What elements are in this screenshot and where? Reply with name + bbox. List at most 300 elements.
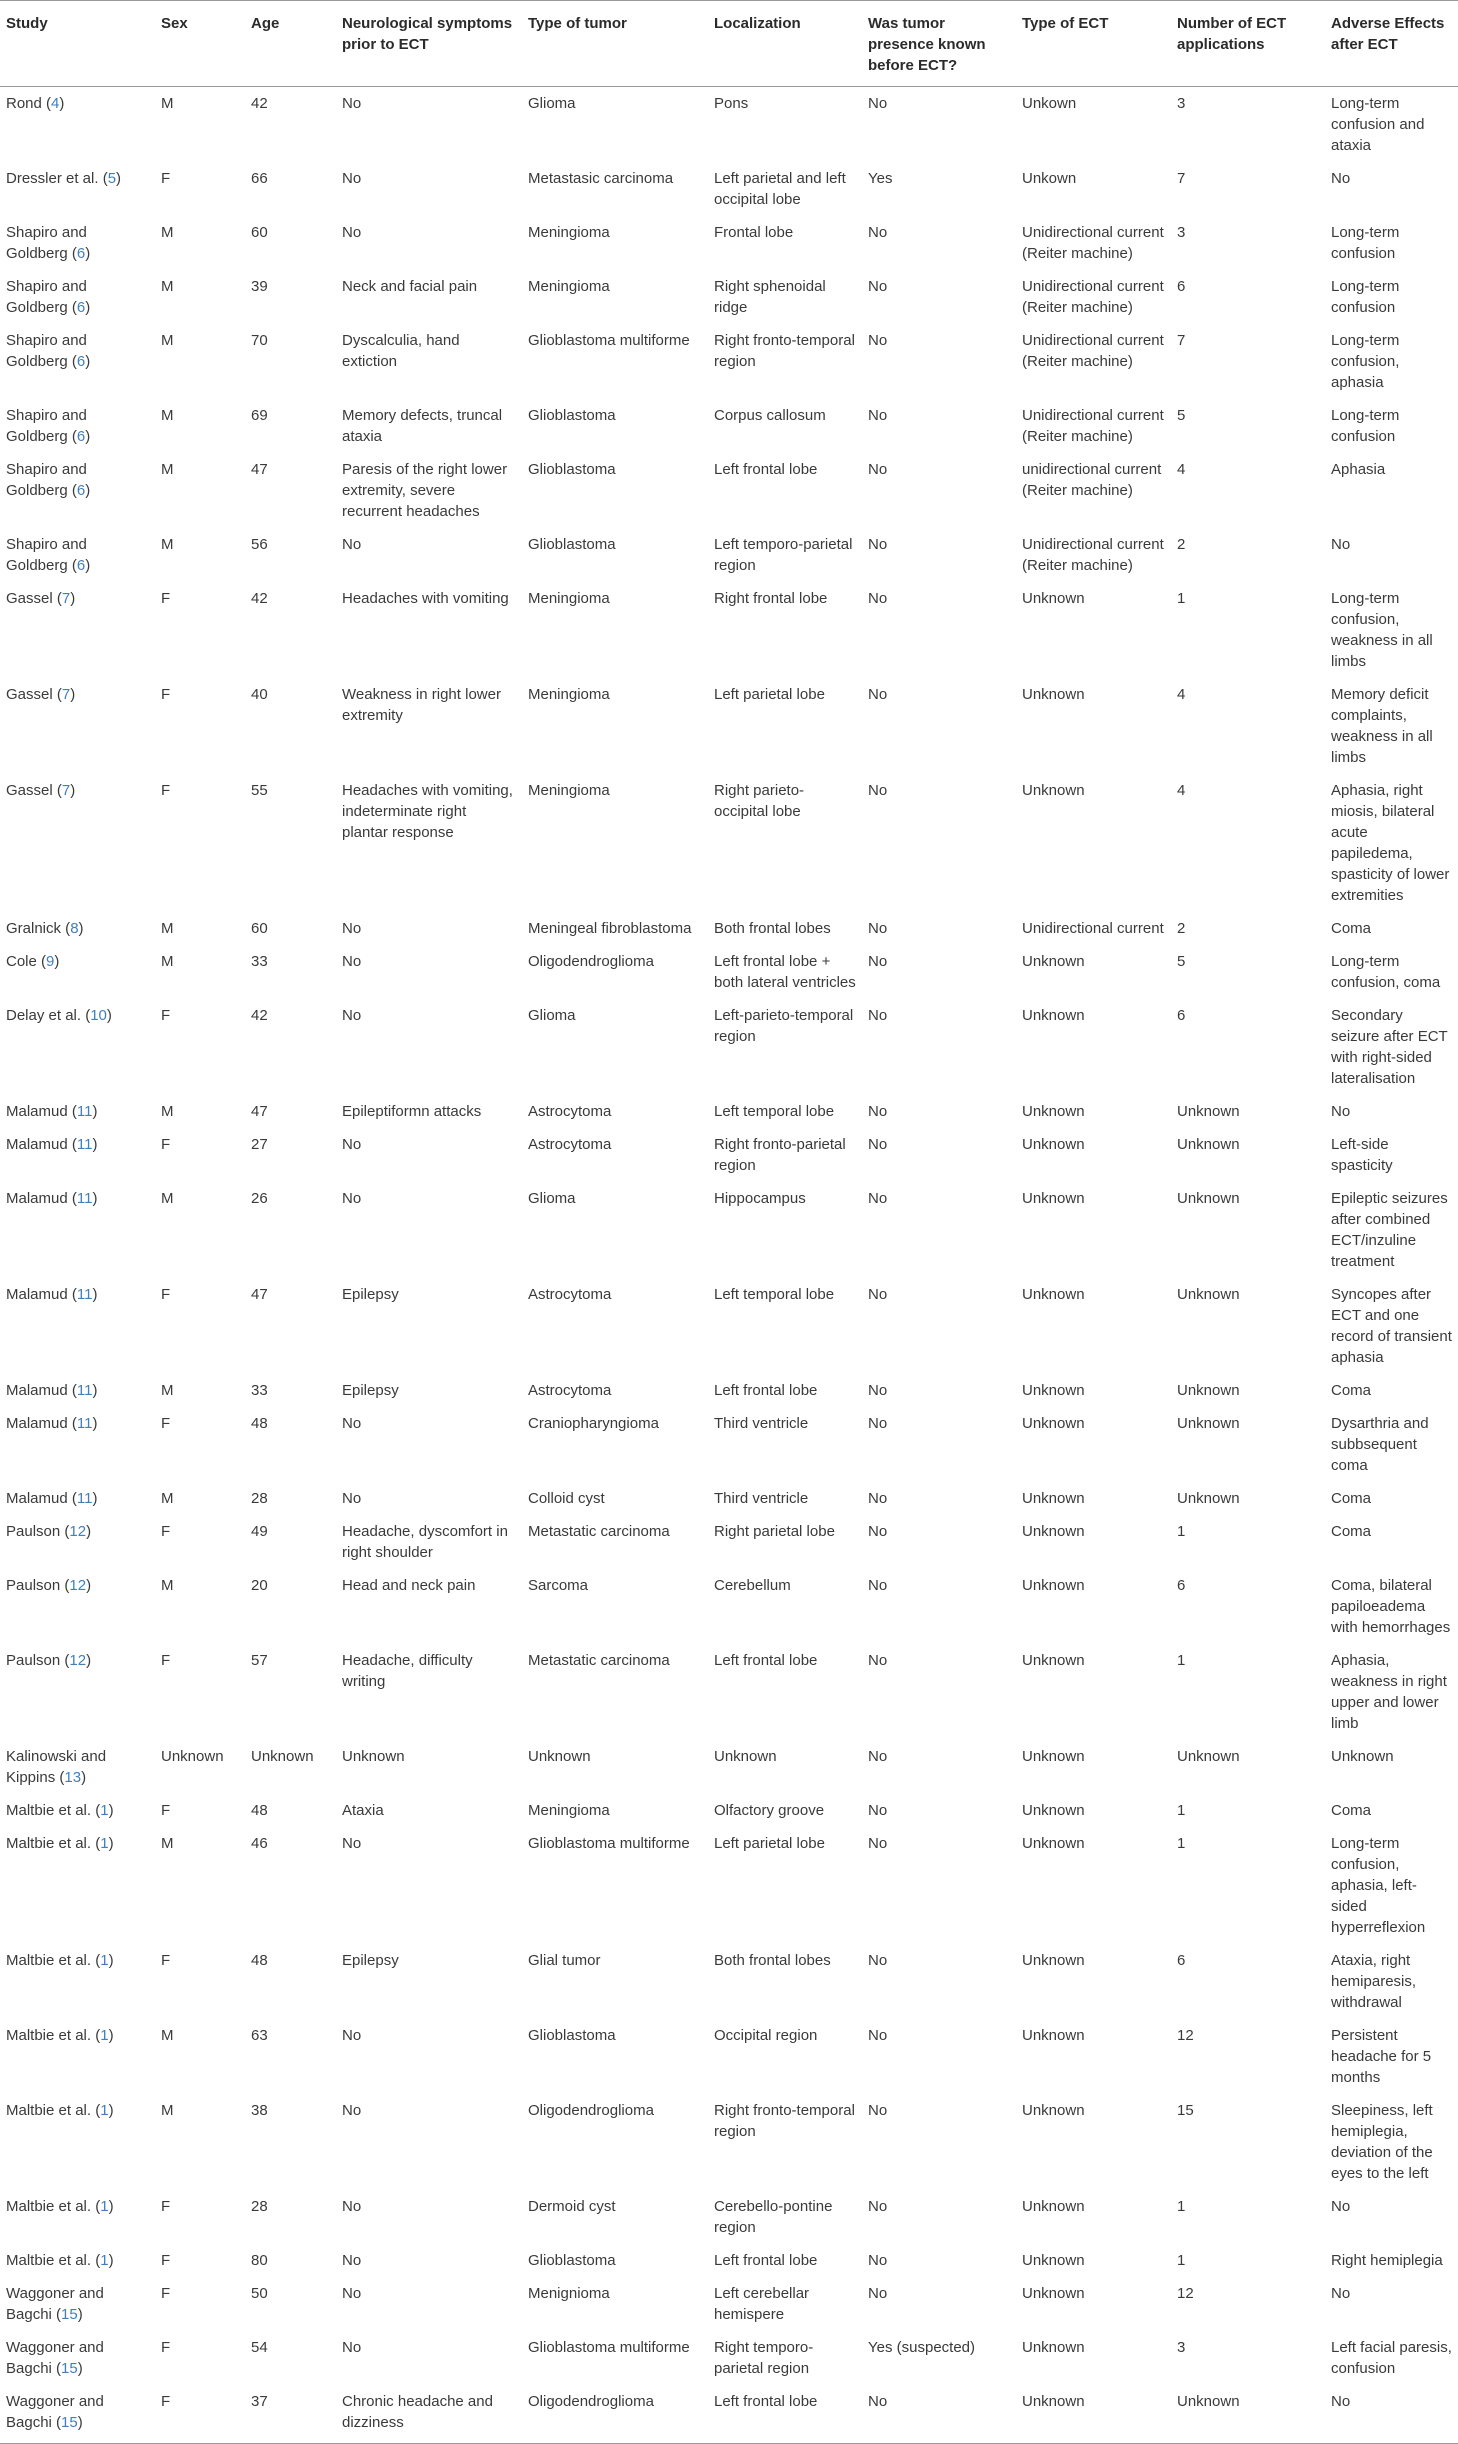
cell-sex: F — [161, 2285, 171, 2302]
study-name: Maltbie et al. — [6, 2198, 92, 2215]
cell-age: 80 — [251, 2252, 268, 2269]
study-name: Shapiro and Goldberg — [6, 224, 87, 262]
cell-study: Waggoner and Bagchi (15) — [6, 2285, 104, 2323]
cell-study: Shapiro and Goldberg (6) — [6, 332, 91, 370]
cell-tumor-known: No — [868, 1523, 888, 1540]
reference-link[interactable]: 1 — [100, 2252, 109, 2269]
study-name: Shapiro and Goldberg — [6, 332, 87, 370]
cell-sex: M — [161, 1577, 174, 1594]
cell-ect-type: Unidirectional current (Reiter machine) — [1022, 536, 1164, 574]
cell-study: Dressler et al. (5) — [6, 170, 122, 187]
cell-ect-type: Unknown — [1022, 1652, 1085, 1669]
cell-tumor-type: Meningioma — [528, 686, 610, 703]
table-row — [0, 1794, 1458, 1827]
reference-link[interactable]: 1 — [100, 1952, 109, 1969]
cell-tumor-known: No — [868, 95, 888, 112]
cell-study: Paulson (12) — [6, 1577, 92, 1594]
table-row — [0, 453, 1458, 528]
cell-tumor-known: No — [868, 590, 888, 607]
reference-link[interactable]: 6 — [76, 428, 86, 445]
cell-adverse-effects: No — [1331, 536, 1351, 553]
cell-study: Maltbie et al. (1) — [6, 2102, 114, 2119]
cell-tumor-type: Glioblastoma — [528, 2252, 616, 2269]
cell-ect-applications: 7 — [1177, 170, 1186, 187]
reference-link[interactable]: 11 — [76, 1382, 93, 1399]
cell-localization: Left-parieto-temporal region — [714, 1007, 854, 1045]
study-name: Kalinowski and Kippins — [6, 1748, 107, 1786]
study-name: Maltbie et al. — [6, 2102, 92, 2119]
reference-link[interactable]: 15 — [61, 2360, 78, 2377]
reference-link[interactable]: 9 — [46, 953, 55, 970]
cell-localization: Left frontal lobe — [708, 2385, 862, 2444]
study-name: Maltbie et al. — [6, 1952, 92, 1969]
cell-localization: Right frontal lobe — [714, 590, 828, 607]
cell-study: Gassel (7) — [6, 590, 76, 607]
cell-age: 63 — [251, 2027, 268, 2044]
cell-ect-type: Unidirectional current — [1022, 920, 1164, 937]
cell-adverse-effects: Long-term confusion, coma — [1331, 953, 1441, 991]
reference-link[interactable]: 11 — [76, 1103, 93, 1120]
cell-localization: Olfactory groove — [714, 1802, 825, 1819]
cell-tumor-type: Meningioma — [528, 1802, 610, 1819]
cell-symptoms: No — [342, 2339, 362, 2356]
study-name: Gassel — [6, 686, 53, 703]
cell-age: 40 — [251, 686, 268, 703]
cell-tumor-known: No — [868, 2252, 888, 2269]
cell-age: 27 — [251, 1136, 268, 1153]
cell-study: Malamud (11) — [6, 1490, 98, 1507]
cell-ect-applications: 1 — [1177, 2198, 1186, 2215]
cell-tumor-known: No — [868, 1136, 888, 1153]
cell-tumor-type: Sarcoma — [528, 1577, 589, 1594]
cell-adverse-effects: No — [1325, 2385, 1458, 2444]
cell-sex: M — [161, 1835, 174, 1852]
cell-sex: F — [161, 1523, 171, 1540]
header-age: Age — [245, 1, 336, 87]
cell-ect-applications: 4 — [1177, 686, 1186, 703]
cell-study: Malamud (11) — [6, 1382, 98, 1399]
cell-age: 47 — [251, 461, 268, 478]
cell-adverse-effects: Coma — [1331, 1802, 1372, 1819]
cell-adverse-effects: Long-term confusion, aphasia — [1331, 332, 1400, 391]
cell-sex: M — [161, 536, 174, 553]
reference-link[interactable]: 15 — [61, 2306, 78, 2323]
cell-age: 20 — [251, 1577, 268, 1594]
cell-age: 56 — [251, 536, 268, 553]
cell-symptoms: No — [342, 170, 362, 187]
cell-symptoms: No — [342, 2252, 362, 2269]
reference-link[interactable]: 12 — [69, 1577, 87, 1594]
cell-localization: Cerebello-pontine region — [714, 2198, 833, 2236]
reference-link[interactable]: 6 — [76, 299, 86, 316]
cell-age: 69 — [251, 407, 268, 424]
cell-localization: Left frontal lobe + both lateral ventricles — [714, 953, 856, 991]
cell-symptoms: Epilepsy — [342, 1952, 399, 1969]
cell-symptoms: Weakness in right lower extremity — [342, 686, 501, 724]
table-row — [0, 2019, 1458, 2094]
cell-study: Shapiro and Goldberg (6) — [6, 536, 91, 574]
cell-adverse-effects: Persistent headache for 5 months — [1331, 2027, 1432, 2086]
cell-adverse-effects: Ataxia, right hemiparesis, withdrawal — [1331, 1952, 1417, 2011]
cell-localization: Left parietal and left occipital lobe — [714, 170, 846, 208]
table-row — [0, 1740, 1458, 1794]
header-ect-type: Type of ECT — [1016, 1, 1171, 87]
cell-ect-type: Unknown — [1016, 2385, 1171, 2444]
cell-sex: F — [161, 686, 171, 703]
table-row — [0, 1278, 1458, 1374]
cell-symptoms: No — [342, 1136, 362, 1153]
cell-study: Maltbie et al. (1) — [6, 2252, 114, 2269]
cell-symptoms: No — [342, 1190, 362, 1207]
cell-ect-type: Unknown — [1022, 1748, 1085, 1765]
cell-tumor-known: No — [868, 2102, 888, 2119]
reference-link[interactable]: 8 — [70, 920, 79, 937]
reference-link[interactable]: 4 — [51, 95, 60, 112]
cell-study: Malamud (11) — [6, 1190, 98, 1207]
cell-tumor-known: No — [868, 1103, 888, 1120]
cell-ect-applications: 1 — [1177, 590, 1186, 607]
cell-study: Rond (4) — [6, 95, 65, 112]
cell-tumor-type: Oligodendroglioma — [528, 953, 654, 970]
cell-ect-type: Unknown — [1022, 1007, 1085, 1024]
cell-study: Shapiro and Goldberg (6) — [6, 407, 91, 445]
cell-study: Malamud (11) — [6, 1103, 98, 1120]
reference-link[interactable]: 11 — [76, 1190, 93, 1207]
cell-sex: F — [161, 1415, 171, 1432]
table-row — [0, 945, 1458, 999]
cell-symptoms: Chronic headache and dizziness — [336, 2385, 522, 2444]
cell-tumor-type: Menignioma — [528, 2285, 610, 2302]
cell-tumor-type: Glioma — [528, 95, 576, 112]
cell-age: 46 — [251, 1835, 268, 1852]
cell-adverse-effects: Left-side spasticity — [1331, 1136, 1393, 1174]
cell-localization: Third ventricle — [714, 1490, 809, 1507]
cell-localization: Both frontal lobes — [714, 920, 831, 937]
cell-symptoms: Dyscalculia, hand extiction — [342, 332, 460, 370]
cell-adverse-effects: Long-term confusion, weakness in all limbs — [1331, 590, 1433, 670]
study-name: Waggoner and Bagchi — [6, 2285, 104, 2323]
cell-age: 50 — [251, 2285, 268, 2302]
cell-tumor-type: Metastatic carcinoma — [528, 1523, 670, 1540]
header-tumor-type: Type of tumor — [522, 1, 708, 87]
reference-link[interactable]: 7 — [61, 686, 71, 703]
cell-age: 48 — [251, 1802, 268, 1819]
cell-adverse-effects: No — [1331, 2198, 1351, 2215]
table-row — [0, 2331, 1458, 2385]
cell-study: Delay et al. (10) — [6, 1007, 112, 1024]
cell-sex: F — [161, 170, 171, 187]
cell-sex: M — [161, 1190, 174, 1207]
study-name: Malamud — [6, 1190, 68, 1207]
cell-tumor-known: No — [868, 536, 888, 553]
cell-ect-type: Unknown — [1022, 1952, 1085, 1969]
cell-symptoms: Ataxia — [342, 1802, 384, 1819]
cell-ect-applications: 12 — [1177, 2027, 1194, 2044]
cell-ect-type: Unidirectional current (Reiter machine) — [1022, 224, 1164, 262]
cell-ect-applications: 6 — [1177, 278, 1186, 295]
cell-tumor-known: No — [868, 224, 888, 241]
cell-sex: M — [161, 2027, 174, 2044]
cell-adverse-effects: Coma — [1331, 920, 1372, 937]
table-row — [0, 270, 1458, 324]
cell-ect-applications: Unknown — [1177, 1748, 1240, 1765]
table-row — [0, 1827, 1458, 1944]
cell-age: 33 — [251, 953, 268, 970]
study-name: Gassel — [6, 782, 53, 799]
cell-ect-type: Unknown — [1022, 1523, 1085, 1540]
table-row — [0, 2244, 1458, 2277]
cell-adverse-effects: Aphasia, weakness in right upper and lower limb — [1331, 1652, 1447, 1732]
cell-ect-type: Unknown — [1022, 2339, 1085, 2356]
cell-age: 60 — [251, 920, 268, 937]
cell-sex: M — [161, 1103, 174, 1120]
cell-adverse-effects: Long-term confusion — [1331, 224, 1400, 262]
cell-sex: F — [161, 1802, 171, 1819]
table-header — [0, 1, 1458, 87]
cell-ect-applications: 4 — [1177, 461, 1186, 478]
reference-link[interactable]: 11 — [76, 1490, 93, 1507]
cell-age: 48 — [251, 1952, 268, 1969]
cell-tumor-type: Meningioma — [528, 782, 610, 799]
cell-sex: F — [161, 1136, 171, 1153]
table-row — [0, 2190, 1458, 2244]
cell-tumor-known: No — [868, 461, 888, 478]
cell-localization: Left frontal lobe — [714, 1652, 818, 1669]
reference-link[interactable]: 10 — [90, 1007, 107, 1024]
study-name: Shapiro and Goldberg — [6, 461, 87, 499]
reference-link[interactable]: 11 — [76, 1286, 93, 1303]
cell-study: Maltbie et al. (1) — [6, 2198, 114, 2215]
cell-adverse-effects: Aphasia, right miosis, bilateral acute papiledema, spasticity of lower extremities — [1331, 782, 1450, 904]
reference-link[interactable]: 1 — [100, 2102, 109, 2119]
reference-link[interactable]: 12 — [69, 1523, 87, 1540]
reference-link[interactable]: 6 — [76, 482, 86, 499]
cell-localization: Left temporal lobe — [714, 1103, 835, 1120]
cell-tumor-known: No — [868, 1382, 888, 1399]
cell-adverse-effects: Right hemiplegia — [1331, 2252, 1443, 2269]
cell-tumor-type: Glioblastoma multiforme — [528, 2339, 690, 2356]
reference-link[interactable]: 6 — [76, 245, 86, 262]
reference-link[interactable]: 7 — [61, 782, 71, 799]
cell-tumor-type: Unknown — [528, 1748, 591, 1765]
study-name: Gassel — [6, 590, 53, 607]
cell-sex: F — [161, 1286, 171, 1303]
cell-study: Gassel (7) — [6, 686, 76, 703]
cell-tumor-known: No — [868, 1286, 888, 1303]
cell-tumor-known: No — [868, 1652, 888, 1669]
table-row — [0, 912, 1458, 945]
reference-link[interactable]: 6 — [76, 353, 86, 370]
header-row — [0, 1, 1458, 87]
cell-ect-applications: Unknown — [1177, 1415, 1240, 1432]
reference-link[interactable]: 12 — [69, 1652, 87, 1669]
table-row — [0, 1407, 1458, 1482]
cell-ect-applications: Unknown — [1177, 1136, 1240, 1153]
reference-link[interactable]: 1 — [100, 1835, 109, 1852]
cell-symptoms: No — [342, 95, 362, 112]
cell-symptoms: Memory defects, truncal ataxia — [342, 407, 503, 445]
cell-localization: Right temporo-parietal region — [714, 2339, 814, 2377]
cell-ect-type: Unknown — [1022, 1415, 1085, 1432]
cell-symptoms: No — [342, 953, 362, 970]
table-row — [0, 1482, 1458, 1515]
cell-ect-applications: 3 — [1177, 95, 1186, 112]
header-tumor-known: Was tumor presence known before ECT? — [862, 1, 1016, 87]
cell-sex: Unknown — [161, 1748, 224, 1765]
cell-symptoms: No — [342, 2027, 362, 2044]
cell-study: Gassel (7) — [6, 782, 76, 799]
table-row — [0, 1944, 1458, 2019]
cell-tumor-type: Astrocytoma — [528, 1136, 612, 1153]
cell-symptoms: Headaches with vomiting — [342, 590, 509, 607]
study-name: Malamud — [6, 1286, 68, 1303]
cell-age: 42 — [251, 95, 268, 112]
cell-sex: M — [161, 1382, 174, 1399]
cell-localization: Occipital region — [714, 2027, 818, 2044]
cell-ect-type: Unknown — [1022, 1577, 1085, 1594]
table-row — [0, 216, 1458, 270]
table-row — [0, 2277, 1458, 2331]
cell-adverse-effects: Aphasia — [1331, 461, 1386, 478]
reference-link[interactable]: 1 — [100, 1802, 109, 1819]
cell-adverse-effects: Long-term confusion and ataxia — [1331, 95, 1425, 154]
cell-sex: M — [161, 1490, 174, 1507]
cell-study: Paulson (12) — [6, 1523, 92, 1540]
cell-localization: Third ventricle — [714, 1415, 809, 1432]
cell-sex: F — [161, 1007, 171, 1024]
reference-link[interactable]: 15 — [61, 2414, 78, 2431]
cell-adverse-effects: Epileptic seizures after combined ECT/inzuline treatment — [1331, 1190, 1448, 1270]
reference-link[interactable]: 5 — [107, 170, 117, 187]
cell-age: 39 — [251, 278, 268, 295]
cell-tumor-type: Astrocytoma — [528, 1286, 612, 1303]
cell-tumor-known: No — [868, 1748, 888, 1765]
cell-tumor-known: No — [868, 2027, 888, 2044]
reference-link[interactable]: 13 — [64, 1769, 82, 1786]
cell-symptoms: No — [342, 224, 362, 241]
cell-age: 47 — [251, 1103, 268, 1120]
cell-tumor-type: Dermoid cyst — [528, 2198, 616, 2215]
cell-ect-type: Unknown — [1022, 2198, 1085, 2215]
study-name: Maltbie et al. — [6, 2252, 92, 2269]
cell-adverse-effects: Memory deficit complaints, weakness in all limbs — [1331, 686, 1433, 766]
cell-symptoms: Head and neck pain — [342, 1577, 476, 1594]
cell-ect-applications: Unknown — [1177, 1382, 1240, 1399]
cell-localization: Pons — [714, 95, 749, 112]
cell-adverse-effects: Long-term confusion, aphasia, left-sided hyperreflexion — [1331, 1835, 1426, 1936]
cell-ect-applications: Unknown — [1177, 1490, 1240, 1507]
cell-tumor-known: No — [868, 686, 888, 703]
cell-adverse-effects: Secondary seizure after ECT with right-sided lateralisation — [1331, 1007, 1448, 1087]
cell-symptoms: No — [342, 2198, 362, 2215]
cell-study: Shapiro and Goldberg (6) — [6, 278, 91, 316]
cell-tumor-type: Craniopharyngioma — [528, 1415, 659, 1432]
cell-adverse-effects: Long-term confusion — [1331, 407, 1400, 445]
reference-link[interactable]: 1 — [100, 2027, 109, 2044]
cell-study: Maltbie et al. (1) — [6, 1835, 114, 1852]
cell-ect-applications: 7 — [1177, 332, 1186, 349]
cell-tumor-known: No — [868, 1835, 888, 1852]
cell-tumor-type: Astrocytoma — [528, 1382, 612, 1399]
cell-ect-type: Unidirectional current (Reiter machine) — [1022, 407, 1164, 445]
cell-localization: Hippocampus — [714, 1190, 806, 1207]
study-name: Maltbie et al. — [6, 1835, 92, 1852]
study-name: Waggoner and Bagchi — [6, 2393, 104, 2431]
cell-sex: M — [161, 920, 174, 937]
cell-sex: F — [161, 782, 171, 799]
cell-tumor-known: Yes (suspected) — [868, 2339, 976, 2356]
table-row — [0, 528, 1458, 582]
cell-ect-type: Unknown — [1022, 1103, 1085, 1120]
reference-link[interactable]: 11 — [76, 1415, 93, 1432]
cell-tumor-type: Oligodendroglioma — [522, 2385, 708, 2444]
cell-ect-applications: 1 — [1177, 1652, 1186, 1669]
reference-link[interactable]: 6 — [76, 557, 86, 574]
cell-symptoms: Headache, dyscomfort in right shoulder — [342, 1523, 508, 1561]
cell-tumor-type: Meningeal fibroblastoma — [528, 920, 692, 937]
cell-ect-type: Unknown — [1022, 590, 1085, 607]
cell-tumor-type: Glioblastoma — [528, 407, 616, 424]
cell-symptoms: Neck and facial pain — [342, 278, 478, 295]
cell-study: Malamud (11) — [6, 1136, 98, 1153]
header-ect-applications: Number of ECT applications — [1171, 1, 1325, 87]
study-name: Maltbie et al. — [6, 2027, 92, 2044]
cell-sex: M — [161, 95, 174, 112]
cell-study: Maltbie et al. (1) — [6, 1802, 114, 1819]
cell-ect-type: Unknown — [1022, 1382, 1085, 1399]
cell-symptoms: No — [342, 1415, 362, 1432]
cell-adverse-effects: Coma — [1331, 1490, 1372, 1507]
cell-adverse-effects: Coma — [1331, 1382, 1372, 1399]
study-name: Rond — [6, 95, 42, 112]
study-name: Paulson — [6, 1523, 61, 1540]
cell-localization: Right fronto-parietal region — [714, 1136, 846, 1174]
study-name: Delay et al. — [6, 1007, 82, 1024]
cell-adverse-effects: Coma — [1331, 1523, 1372, 1540]
reference-link[interactable]: 1 — [100, 2198, 109, 2215]
cell-age: 26 — [251, 1190, 268, 1207]
study-name: Waggoner and Bagchi — [6, 2339, 104, 2377]
cell-ect-type: Unknown — [1022, 953, 1085, 970]
cell-sex: F — [161, 2339, 171, 2356]
cell-symptoms: Epilepsy — [342, 1286, 399, 1303]
reference-link[interactable]: 11 — [76, 1136, 93, 1153]
cell-age: 33 — [251, 1382, 268, 1399]
cell-tumor-known: No — [868, 1802, 888, 1819]
table-row — [0, 678, 1458, 774]
study-name: Shapiro and Goldberg — [6, 278, 87, 316]
cell-ect-applications: 6 — [1177, 1007, 1186, 1024]
cell-ect-applications: 3 — [1177, 224, 1186, 241]
cell-symptoms: Headache, difficulty writing — [342, 1652, 473, 1690]
cell-localization: Left parietal lobe — [714, 686, 825, 703]
table-row — [0, 1515, 1458, 1569]
reference-link[interactable]: 7 — [61, 590, 71, 607]
cell-symptoms: Epileptiformn attacks — [342, 1103, 482, 1120]
cell-localization: Right fronto-temporal region — [714, 2102, 855, 2140]
cell-localization: Right sphenoidal ridge — [714, 278, 826, 316]
cell-localization: Left frontal lobe — [714, 2252, 818, 2269]
cell-ect-type: Unknown — [1022, 1136, 1085, 1153]
cell-sex: M — [161, 2102, 174, 2119]
cell-age: 49 — [251, 1523, 268, 1540]
cell-ect-applications: 2 — [1177, 536, 1186, 553]
cell-tumor-type: Metastasic carcinoma — [528, 170, 674, 187]
cell-tumor-known: No — [868, 1577, 888, 1594]
cell-ect-applications: 5 — [1177, 407, 1186, 424]
cell-ect-applications: 6 — [1177, 1952, 1186, 1969]
cell-adverse-effects: No — [1331, 170, 1351, 187]
